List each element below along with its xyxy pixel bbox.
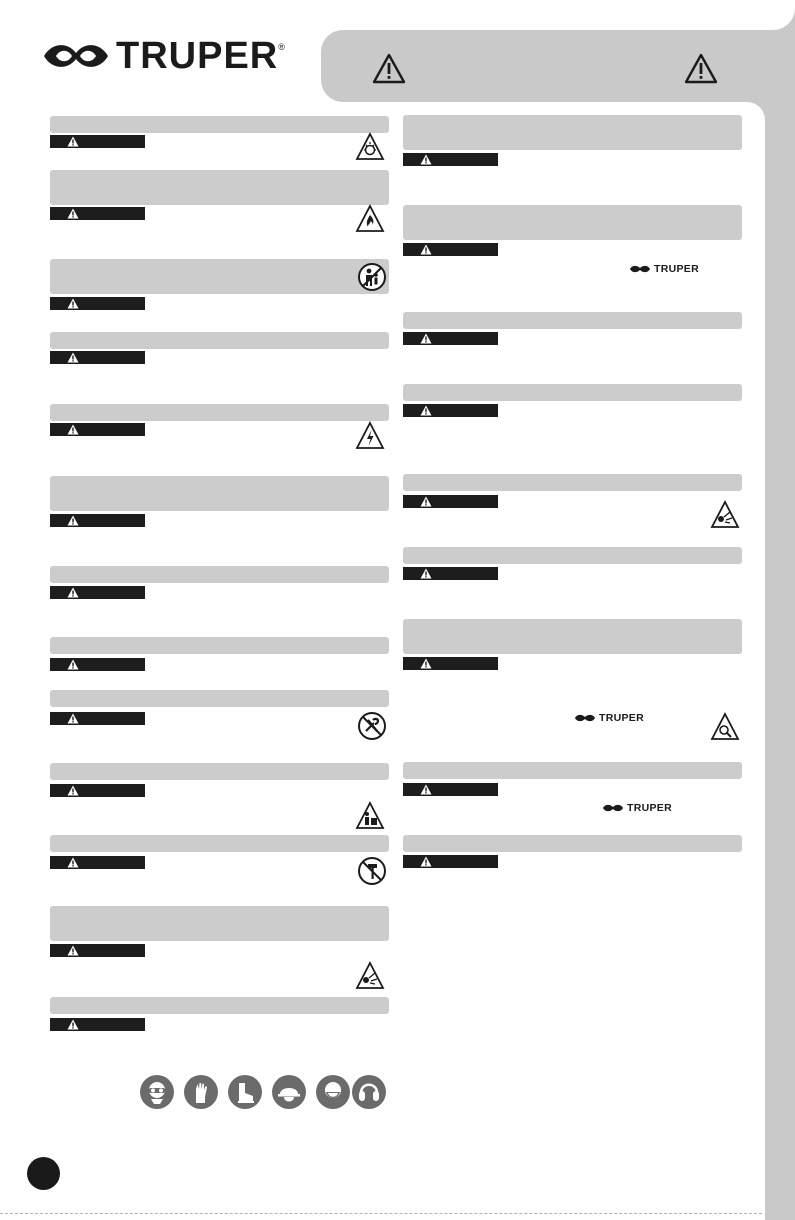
- section-bar: [403, 312, 742, 329]
- warning-tag: [50, 658, 145, 671]
- brand-mini-logo: [602, 801, 672, 815]
- gloves-icon: [184, 1075, 218, 1109]
- section-bar: [50, 906, 389, 941]
- warning-tag-icon: [67, 857, 79, 868]
- warning-tag: [403, 404, 498, 417]
- warning-tag-icon: [420, 784, 432, 795]
- explosion-hazard-icon: [355, 132, 385, 162]
- safety-boots-icon: [228, 1075, 262, 1109]
- no-hammering-icon: [357, 856, 387, 886]
- section-bar: [403, 205, 742, 240]
- brand-mini-logo: [574, 711, 644, 725]
- warning-tag: [403, 657, 498, 670]
- section-bar: [50, 637, 389, 654]
- warning-tag: [50, 944, 145, 957]
- section-bar: [403, 474, 742, 491]
- warning-tag: [50, 135, 145, 148]
- warning-tag-icon: [67, 1019, 79, 1030]
- section-bar: [50, 170, 389, 205]
- brand-name: TRUPER: [654, 263, 699, 275]
- warning-tag: [50, 351, 145, 364]
- section-bar: [50, 835, 389, 852]
- hard-hat-icon: [272, 1075, 306, 1109]
- fire-hazard-icon: [355, 204, 385, 234]
- registered-mark: ®: [278, 42, 285, 52]
- section-bar: [50, 404, 389, 421]
- brand-name: TRUPER: [116, 35, 279, 77]
- section-bar: [50, 566, 389, 583]
- section-bar: [403, 115, 742, 150]
- warning-tag-icon: [420, 496, 432, 507]
- warning-tag-icon: [420, 658, 432, 669]
- section-bar: [50, 116, 389, 133]
- top-tab-corner: [730, 0, 795, 30]
- section-bar: [50, 997, 389, 1014]
- warning-tag-icon: [420, 333, 432, 344]
- keep-children-away-icon: [357, 262, 387, 292]
- operator-hazard-icon: [355, 801, 385, 831]
- warning-tag-icon: [420, 568, 432, 579]
- warning-tag-icon: [67, 298, 79, 309]
- warning-tag: [50, 207, 145, 220]
- warning-tag-icon: [67, 713, 79, 724]
- no-tools-icon: [357, 711, 387, 741]
- flying-debris-icon: [355, 961, 385, 991]
- section-bar: [403, 835, 742, 852]
- warning-tag-icon: [420, 154, 432, 165]
- dust-mask-icon: [316, 1075, 350, 1109]
- brand-logo-mark-icon: [602, 803, 624, 813]
- warning-tag: [50, 514, 145, 527]
- warning-triangle-icon: [684, 52, 718, 86]
- page-number-marker: [27, 1157, 60, 1190]
- section-bar: [403, 547, 742, 564]
- warning-tag-icon: [67, 136, 79, 147]
- warning-tag-icon: [67, 424, 79, 435]
- warning-tag: [403, 495, 498, 508]
- safety-goggles-icon: [140, 1075, 174, 1109]
- section-bar: [50, 476, 389, 511]
- brand-name: TRUPER: [599, 712, 644, 724]
- warning-tag-icon: [420, 405, 432, 416]
- warning-tag: [50, 856, 145, 869]
- brand-logo-mark-icon: [629, 264, 651, 274]
- warning-tag: [50, 423, 145, 436]
- brand-logo-mark-icon: [40, 36, 112, 76]
- warning-tag-icon: [67, 659, 79, 670]
- brand-logo: [40, 36, 285, 76]
- warning-tag-icon: [420, 244, 432, 255]
- warning-tag: [50, 586, 145, 599]
- section-bar: [50, 763, 389, 780]
- section-bar: [50, 259, 389, 294]
- section-bar: [403, 384, 742, 401]
- warning-tag: [403, 332, 498, 345]
- electric-shock-icon: [355, 421, 385, 451]
- warning-tag-icon: [67, 352, 79, 363]
- warning-tag-icon: [67, 945, 79, 956]
- brand-mini-logo: [629, 262, 699, 276]
- warning-tag-icon: [420, 856, 432, 867]
- section-bar: [403, 762, 742, 779]
- warning-tag: [50, 297, 145, 310]
- warning-tag: [403, 783, 498, 796]
- warning-tag: [50, 712, 145, 725]
- warning-tag: [50, 784, 145, 797]
- section-bar: [50, 332, 389, 349]
- section-bar: [403, 619, 742, 654]
- warning-tag-icon: [67, 208, 79, 219]
- warning-tag: [50, 1018, 145, 1031]
- warning-tag: [403, 153, 498, 166]
- section-bar: [50, 690, 389, 707]
- flying-debris-icon: [710, 500, 740, 530]
- warning-tag: [403, 567, 498, 580]
- ear-protection-icon: [352, 1075, 386, 1109]
- brand-name: TRUPER: [627, 802, 672, 814]
- warning-triangle-icon: [372, 52, 406, 86]
- bottom-crop-line: [0, 1213, 762, 1214]
- side-band: [762, 0, 795, 1220]
- warning-tag-icon: [67, 515, 79, 526]
- warning-tag: [403, 243, 498, 256]
- warning-tag: [403, 855, 498, 868]
- warning-tag-icon: [67, 587, 79, 598]
- inspect-magnifier-icon: [710, 712, 740, 742]
- warning-tag-icon: [67, 785, 79, 796]
- brand-logo-mark-icon: [574, 713, 596, 723]
